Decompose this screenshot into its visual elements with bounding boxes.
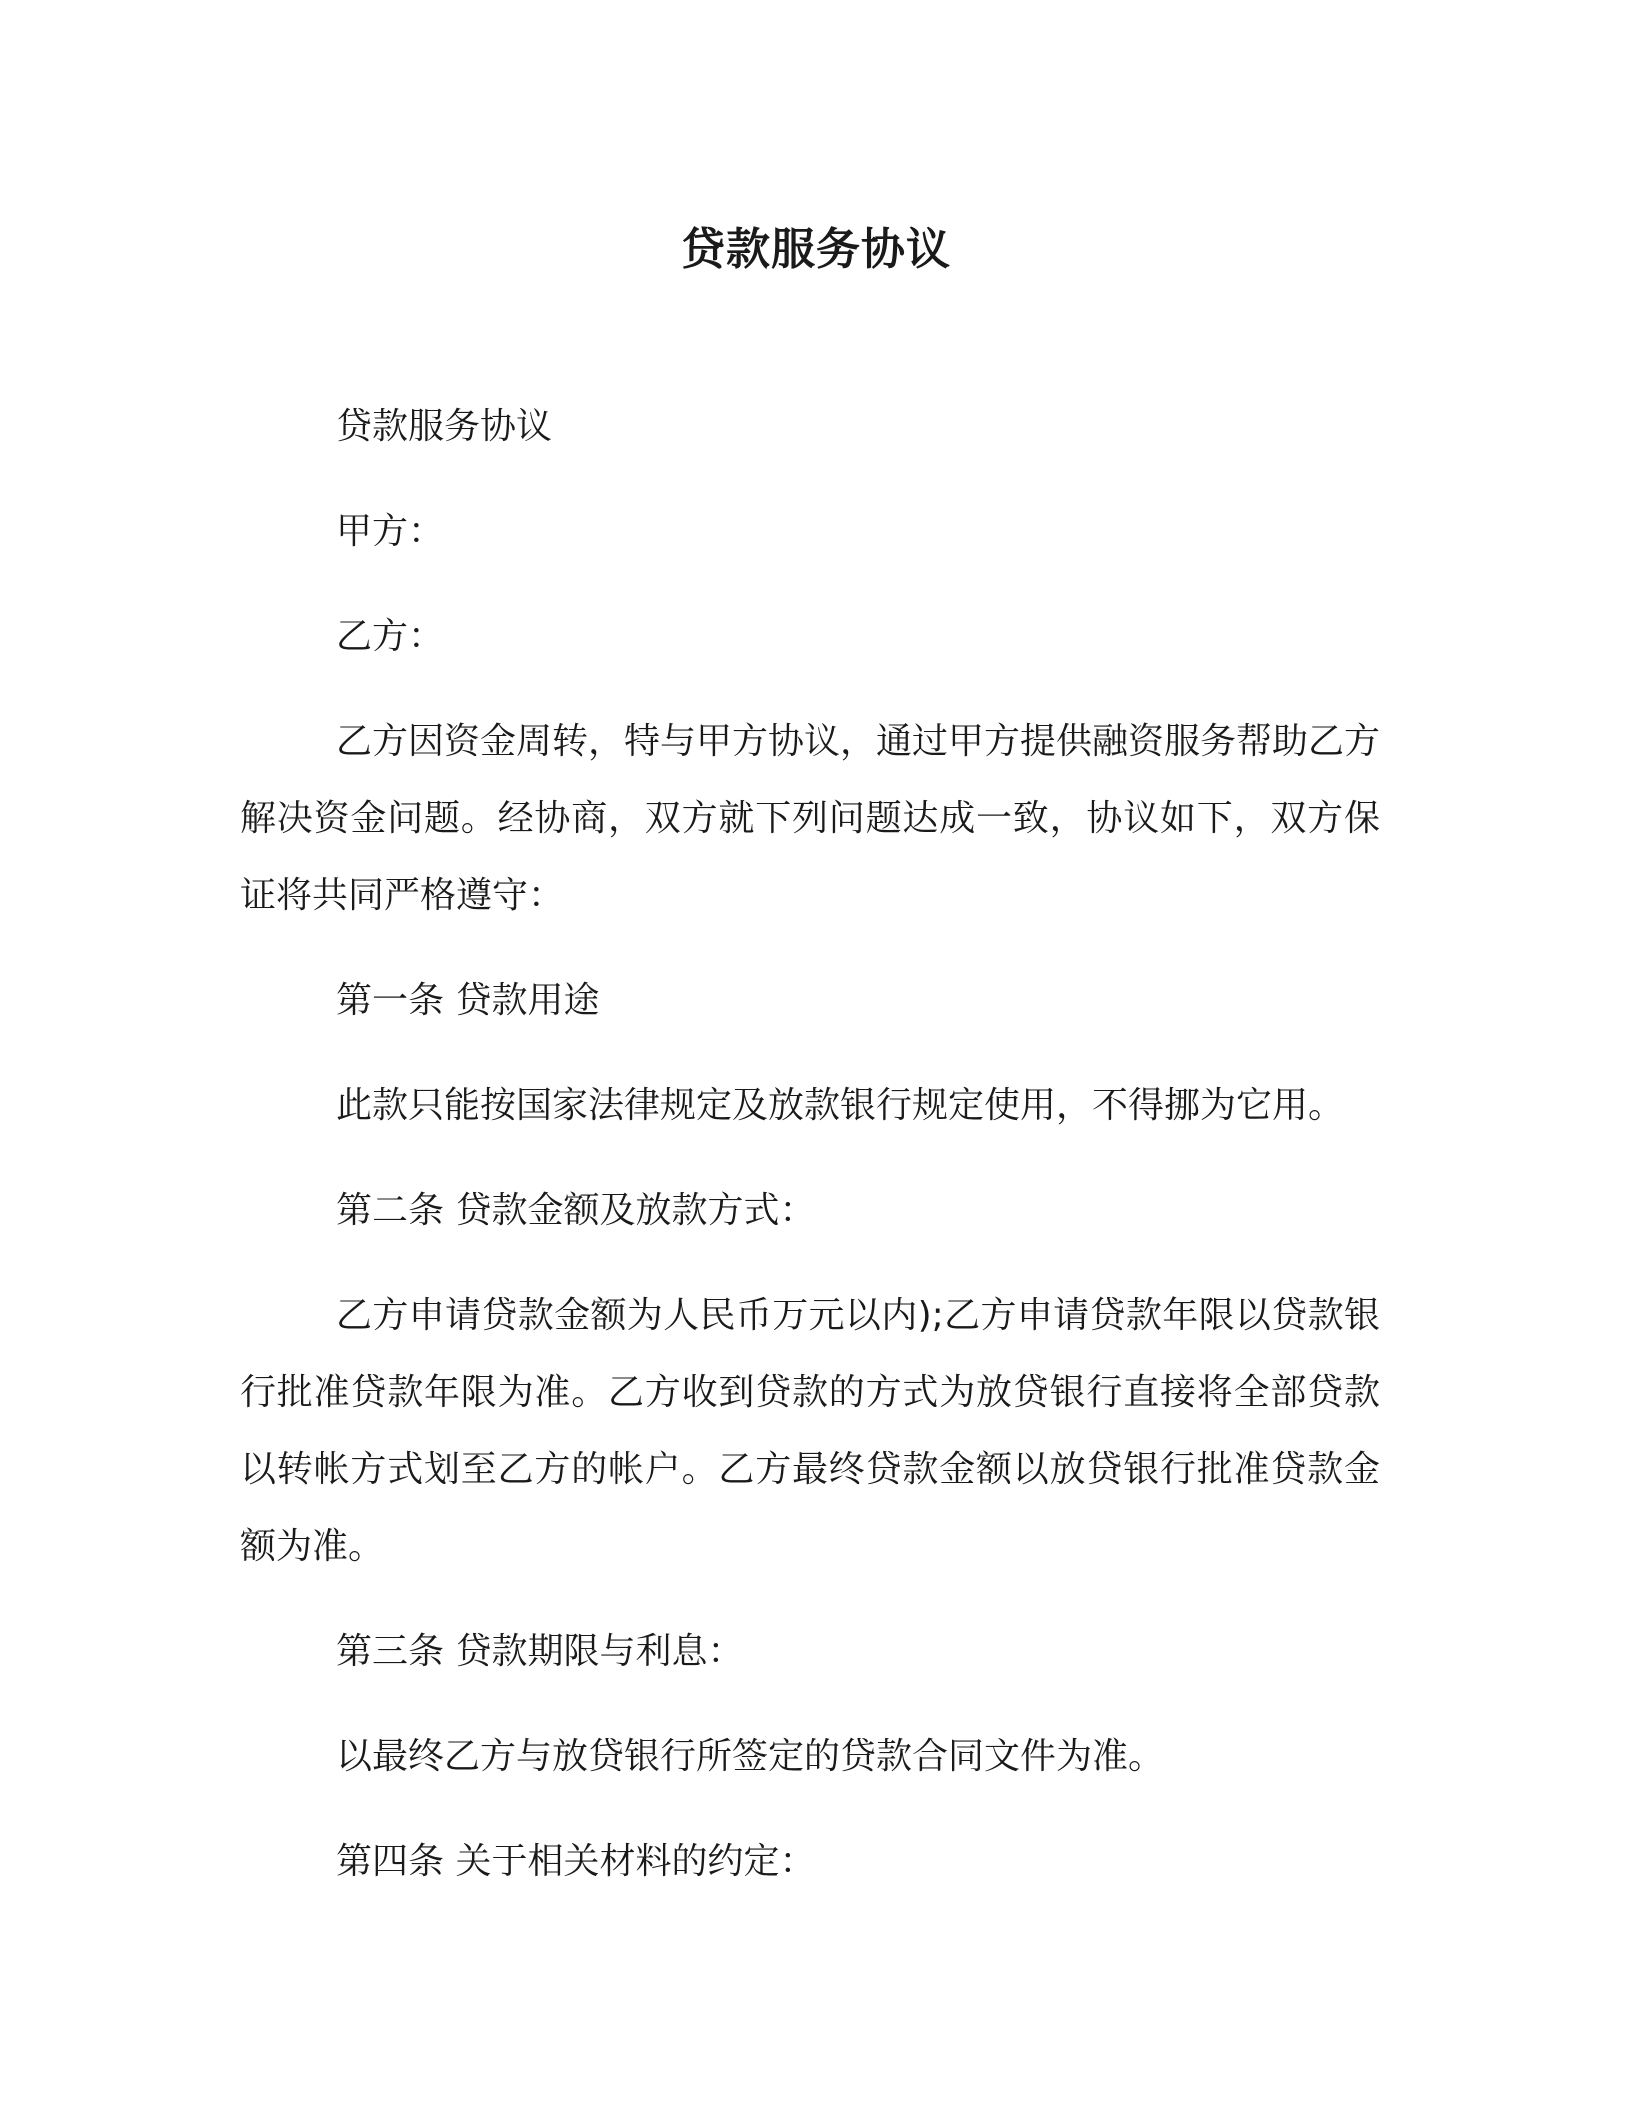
article-1-heading: 第一条 贷款用途	[336, 980, 600, 1021]
document-title: 贷款服务协议	[681, 224, 951, 275]
article-2-heading: 第二条 贷款金额及放款方式：	[336, 1190, 816, 1231]
paragraph-heading: 贷款服务协议	[336, 406, 553, 447]
article-3-heading: 第三条 贷款期限与利息：	[336, 1631, 744, 1672]
party-b-line: 乙方：	[336, 616, 445, 657]
document-body	[240, 388, 1380, 1928]
article-4-heading: 第四条 关于相关材料的约定：	[336, 1841, 816, 1882]
party-a-line: 甲方：	[336, 511, 445, 552]
article-3-body: 以最终乙方与放贷银行所签定的贷款合同文件为准。	[336, 1736, 1165, 1777]
article-1-body: 此款只能按国家法律规定及放款银行规定使用，不得挪为它用。	[336, 1085, 1345, 1126]
preamble-paragraph: 乙方因资金周转，特与甲方协议，通过甲方提供融资服务帮助乙方解决资金问题。经协商，双方就下列问题达成一致，协议如下，双方保证将共同严格遵守：	[240, 721, 1381, 916]
article-2-body: 乙方申请贷款金额为人民币万元以内);乙方申请贷款年限以贷款银行批准贷款年限为准。乙方收到贷款的方式为放贷银行直接将全部贷款以转帐方式划至乙方的帐户。乙方最终贷款金额以放贷银行批准贷款金额为准。	[240, 1295, 1380, 1567]
